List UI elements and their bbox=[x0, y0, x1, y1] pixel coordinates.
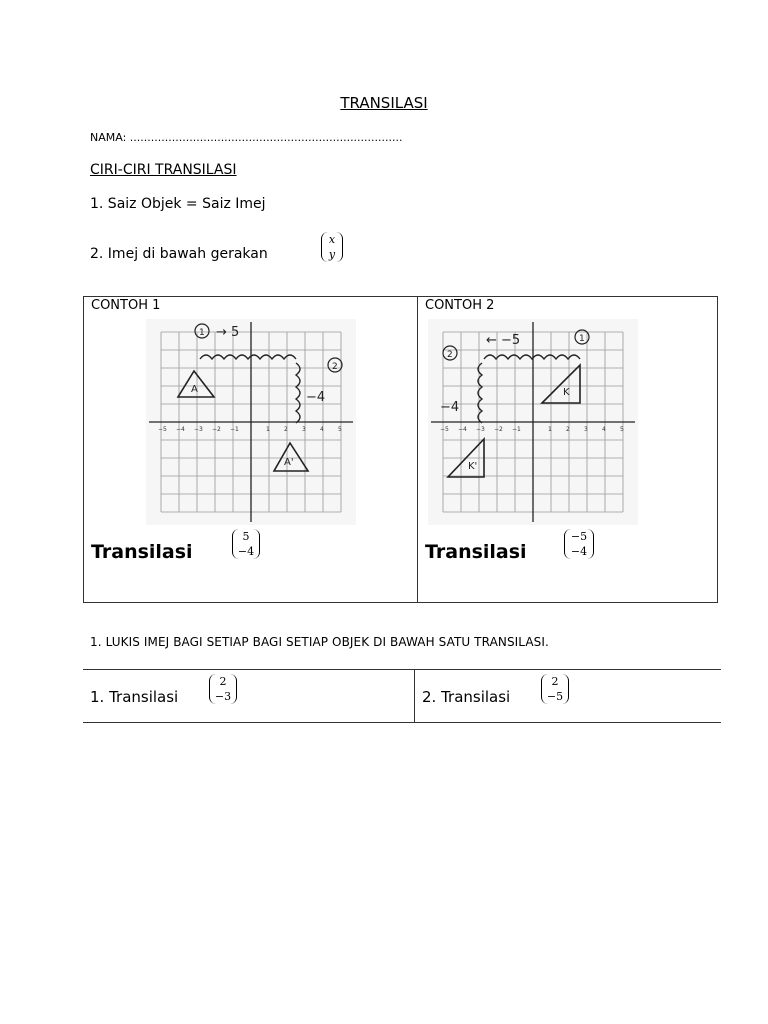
example-2-graph bbox=[428, 319, 638, 525]
x-tick-label: −5 bbox=[440, 426, 449, 433]
x-tick-label: −4 bbox=[176, 426, 185, 433]
object-label: A bbox=[191, 384, 198, 395]
x-tick-label: 3 bbox=[302, 426, 306, 433]
x-tick-label: −2 bbox=[494, 426, 503, 433]
example-2-grid-svg bbox=[428, 319, 638, 525]
step-2-move: −4 bbox=[440, 400, 460, 415]
step-2-number: 2 bbox=[332, 362, 338, 372]
example-1-translation-label: Transilasi bbox=[91, 541, 193, 563]
x-tick-label: −1 bbox=[512, 426, 521, 433]
x-tick-label: −4 bbox=[458, 426, 467, 433]
example-2-vector: −5 −4 bbox=[564, 529, 594, 559]
example-1-grid-svg bbox=[146, 319, 356, 525]
x-tick-label: 4 bbox=[320, 426, 324, 433]
examples-table bbox=[83, 296, 718, 603]
object-label: K bbox=[563, 387, 570, 398]
scallop-horizontal bbox=[200, 355, 296, 359]
exercise-2-vector: 2 −5 bbox=[541, 674, 569, 704]
image-label: K' bbox=[468, 461, 478, 472]
x-tick-label: 5 bbox=[338, 426, 342, 433]
step-1-number: 1 bbox=[199, 328, 205, 338]
property-1: 1. Saiz Objek = Saiz Imej bbox=[90, 196, 266, 212]
step-2-move: −4 bbox=[306, 390, 326, 405]
example-1-graph bbox=[146, 319, 356, 525]
scallop-vertical bbox=[478, 363, 482, 423]
property-2: 2. Imej di bawah gerakan bbox=[90, 246, 268, 262]
x-tick-label: −1 bbox=[230, 426, 239, 433]
x-tick-label: 1 bbox=[266, 426, 270, 433]
x-tick-label: −2 bbox=[212, 426, 221, 433]
example-1-label: CONTOH 1 bbox=[91, 298, 161, 313]
name-line: NAMA: .............................................................................. bbox=[90, 131, 403, 144]
x-tick-label: 3 bbox=[584, 426, 588, 433]
step-2-number: 2 bbox=[447, 350, 453, 360]
section-heading: CIRI-CIRI TRANSILASI bbox=[90, 162, 237, 178]
x-tick-label: −3 bbox=[194, 426, 203, 433]
scallop-vertical bbox=[296, 363, 300, 423]
example-1-vector: 5 −4 bbox=[232, 529, 260, 559]
page-title: TRANSILASI bbox=[340, 94, 428, 112]
x-tick-label: 1 bbox=[548, 426, 552, 433]
step-1-move: ← −5 bbox=[486, 333, 521, 348]
x-tick-label: 2 bbox=[284, 426, 288, 433]
image-label: A' bbox=[284, 457, 294, 468]
example-2-label: CONTOH 2 bbox=[425, 298, 495, 313]
x-tick-label: 5 bbox=[620, 426, 624, 433]
table-divider bbox=[414, 670, 415, 722]
example-2-translation-label: Transilasi bbox=[425, 541, 527, 563]
scallop-horizontal bbox=[484, 355, 580, 359]
x-tick-label: −3 bbox=[476, 426, 485, 433]
exercise-1-label: 1. Transilasi bbox=[90, 688, 179, 706]
vector-xy: x y bbox=[321, 232, 343, 262]
x-tick-label: 2 bbox=[566, 426, 570, 433]
x-tick-label: −5 bbox=[158, 426, 167, 433]
step-1-number: 1 bbox=[579, 334, 585, 344]
exercise-table bbox=[83, 669, 721, 723]
step-1-move: → 5 bbox=[216, 325, 240, 340]
table-divider bbox=[417, 297, 418, 602]
exercise-1-vector: 2 −3 bbox=[209, 674, 237, 704]
instruction: 1. LUKIS IMEJ BAGI SETIAP BAGI SETIAP OBJEK DI BAWAH SATU TRANSILASI. bbox=[90, 635, 549, 649]
x-tick-label: 4 bbox=[602, 426, 606, 433]
object-triangle bbox=[542, 365, 580, 403]
exercise-2-label: 2. Transilasi bbox=[422, 688, 511, 706]
